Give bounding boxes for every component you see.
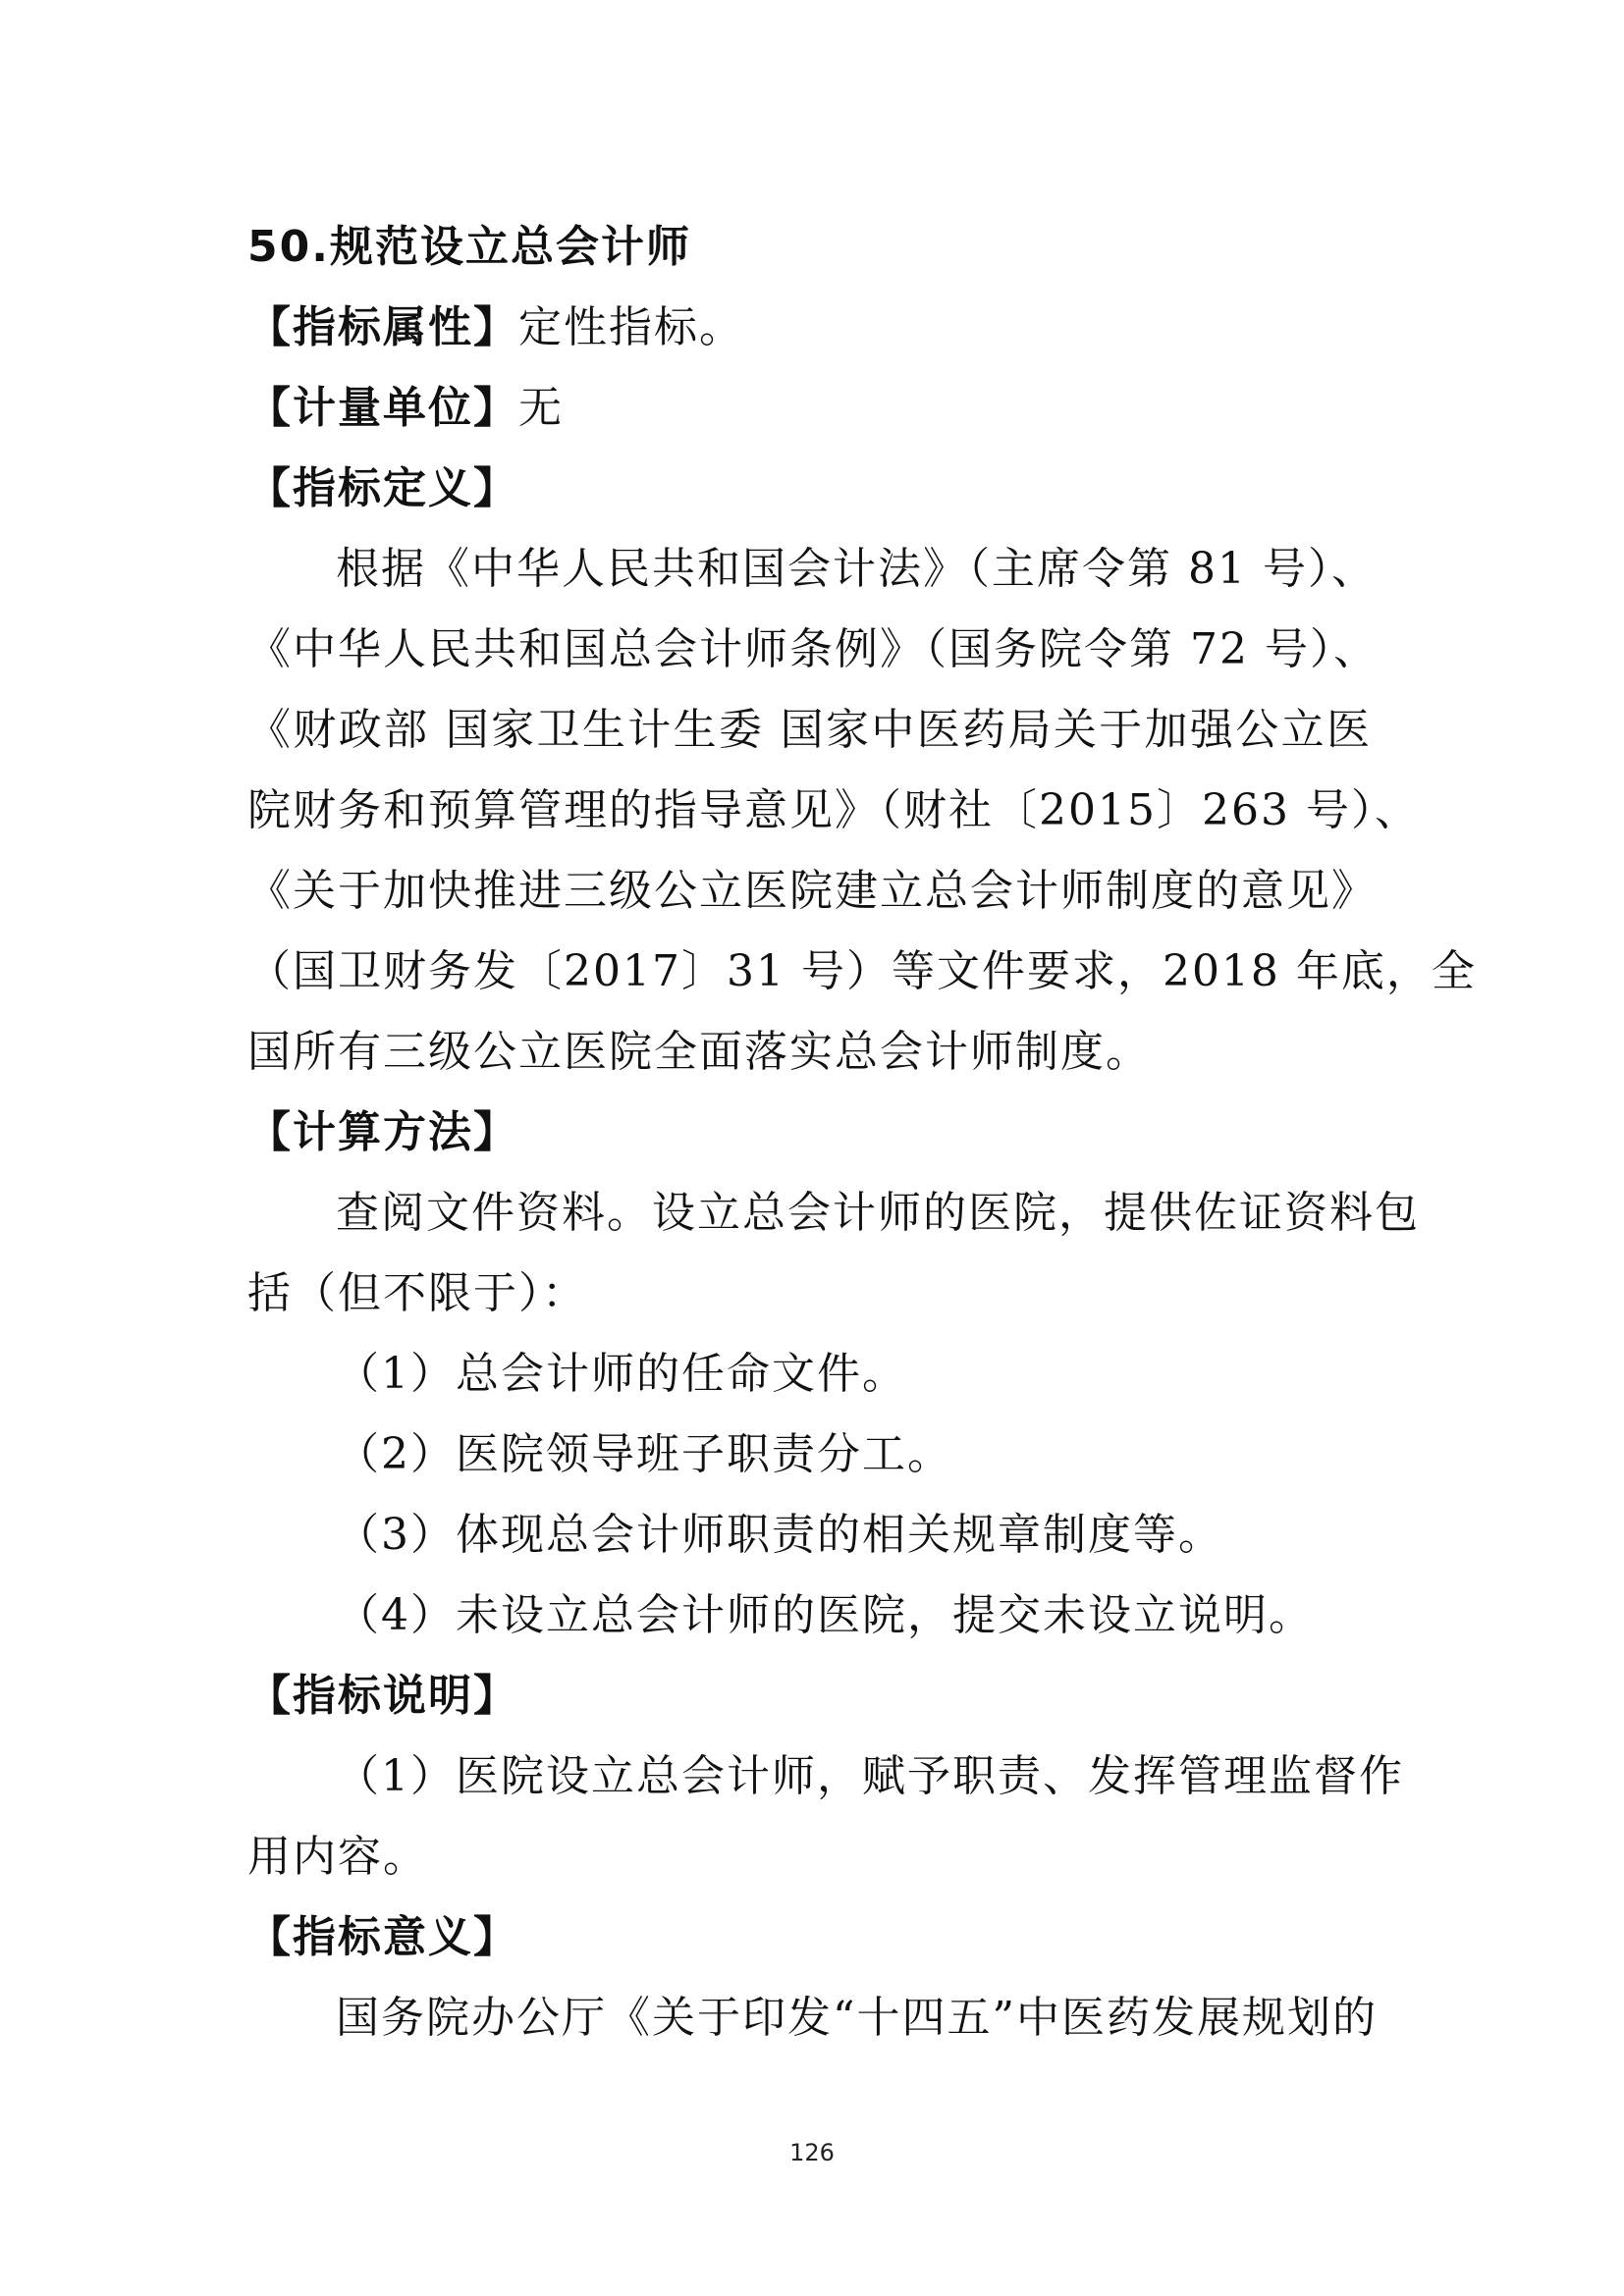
section-title: 50.规范设立总会计师 (247, 222, 691, 272)
definition-line-7: 国所有三级公立医院全面落实总会计师制度。 (247, 1027, 1151, 1077)
calculation-item-3: （3）体现总会计师职责的相关规章制度等。 (336, 1510, 1223, 1560)
calculation-heading: 【计算方法】 (247, 1107, 518, 1157)
unit-row (247, 379, 1372, 438)
definition-line-1: 根据《中华人民共和国会计法》（主席令第 81 号）、 (336, 544, 1377, 594)
explanation-heading: 【指标说明】 (247, 1671, 518, 1721)
significance-line-1: 国务院办公厅《关于印发“十四五”中医药发展规划的 (336, 1993, 1378, 2043)
significance-heading: 【指标意义】 (247, 1912, 518, 1962)
explanation-line-2: 用内容。 (247, 1832, 428, 1882)
calculation-item-2: （2）医院领导班子职责分工。 (336, 1429, 952, 1479)
definition-line-3: 《财政部 国家卫生计生委 国家中医药局关于加强公立医 (247, 705, 1372, 755)
explanation-line-1: （1）医院设立总会计师，赋予职责、发挥管理监督作 (336, 1751, 1404, 1801)
calculation-line-1: 查阅文件资料。设立总会计师的医院，提供佐证资料包 (336, 1188, 1420, 1238)
calculation-item-1: （1）总会计师的任命文件。 (336, 1349, 907, 1399)
definition-heading: 【指标定义】 (247, 463, 518, 513)
unit-label: 【计量单位】 (247, 383, 518, 433)
definition-line-4: 院财务和预算管理的指导意见》（财社〔2015〕263 号）、 (247, 785, 1420, 835)
calculation-line-2: 括（但不限于）： (247, 1268, 587, 1318)
calculation-item-4: （4）未设立总会计师的医院，提交未设立说明。 (336, 1590, 1314, 1640)
attribute-value: 定性指标。 (518, 302, 744, 352)
definition-line-2: 《中华人民共和国总会计师条例》（国务院令第 72 号）、 (247, 624, 1379, 674)
attribute-label: 【指标属性】 (247, 302, 518, 352)
definition-line-5: 《关于加快推进三级公立医院建立总会计师制度的意见》 (247, 866, 1377, 916)
unit-value: 无 (518, 383, 564, 433)
page-number: 126 (789, 2139, 835, 2166)
attribute-row (247, 298, 1372, 357)
definition-line-6: （国卫财务发〔2017〕31 号）等文件要求，2018 年底，全 (247, 946, 1477, 996)
